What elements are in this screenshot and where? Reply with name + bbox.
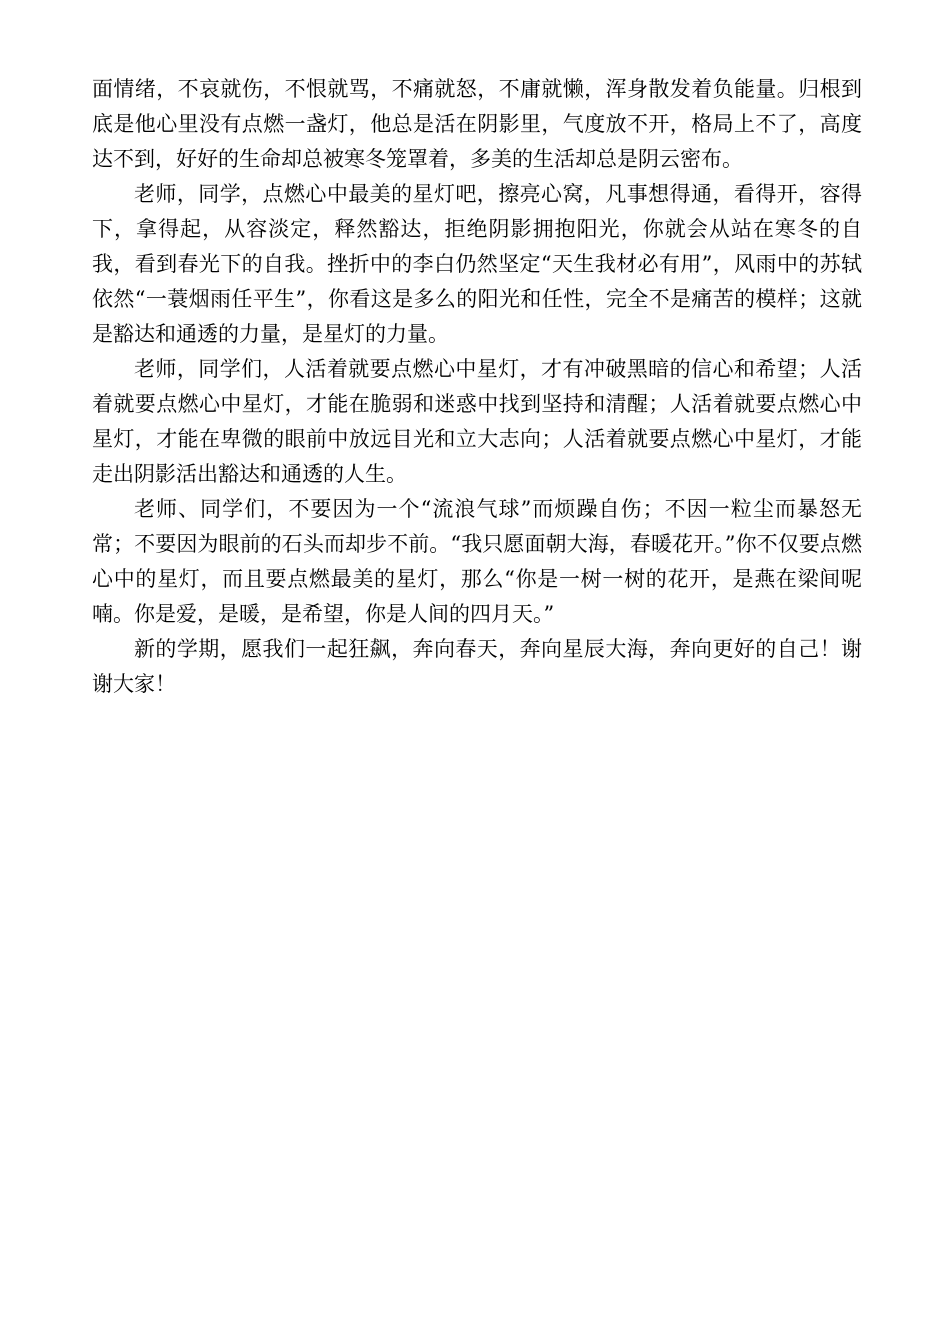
document-body xyxy=(92,72,862,702)
paragraph: 老师，同学，点燃心中最美的星灯吧，擦亮心窝，凡事想得通，看得开，容得下，拿得起，从容淡定，释然豁达，拒绝阴影拥抱阳光，你就会从站在寒冬的自我，看到春光下的自我。挫折中的李白仍然坚定“天生我材必有用”，风雨中的苏轼依然“一蓑烟雨任平生”，你看这是多么的阳光和任性，完全不是痛苦的模样；这就是豁达和通透的力量，是星灯的力量。 xyxy=(92,182,862,346)
paragraph-continuation: 面情绪，不哀就伤，不恨就骂，不痛就怒，不庸就懒，浑身散发着负能量。归根到底是他心里没有点燃一盏灯，他总是活在阴影里，气度放不开，格局上不了，高度达不到，好好的生命却总被寒冬笼罩着，多美的生活却总是阴云密布。 xyxy=(92,77,862,171)
paragraph-closing: 新的学期，愿我们一起狂飙，奔向春天，奔向星辰大海，奔向更好的自己！谢谢大家！ xyxy=(92,637,862,696)
paragraph: 老师，同学们，人活着就要点燃心中星灯，才有冲破黑暗的信心和希望；人活着就要点燃心中星灯，才能在脆弱和迷惑中找到坚持和清醒；人活着就要点燃心中星灯，才能在卑微的眼前中放远目光和立大志向；人活着就要点燃心中星灯，才能走出阴影活出豁达和通透的人生。 xyxy=(92,357,862,486)
paragraph: 老师、同学们，不要因为一个“流浪气球”而烦躁自伤；不因一粒尘而暴怒无常；不要因为眼前的石头而却步不前。“我只愿面朝大海，春暖花开。”你不仅要点燃心中的星灯，而且要点燃最美的星灯，那么“你是一树一树的花开，是燕在梁间呢喃。你是爱，是暖，是希望，你是人间的四月天。” xyxy=(92,497,862,626)
